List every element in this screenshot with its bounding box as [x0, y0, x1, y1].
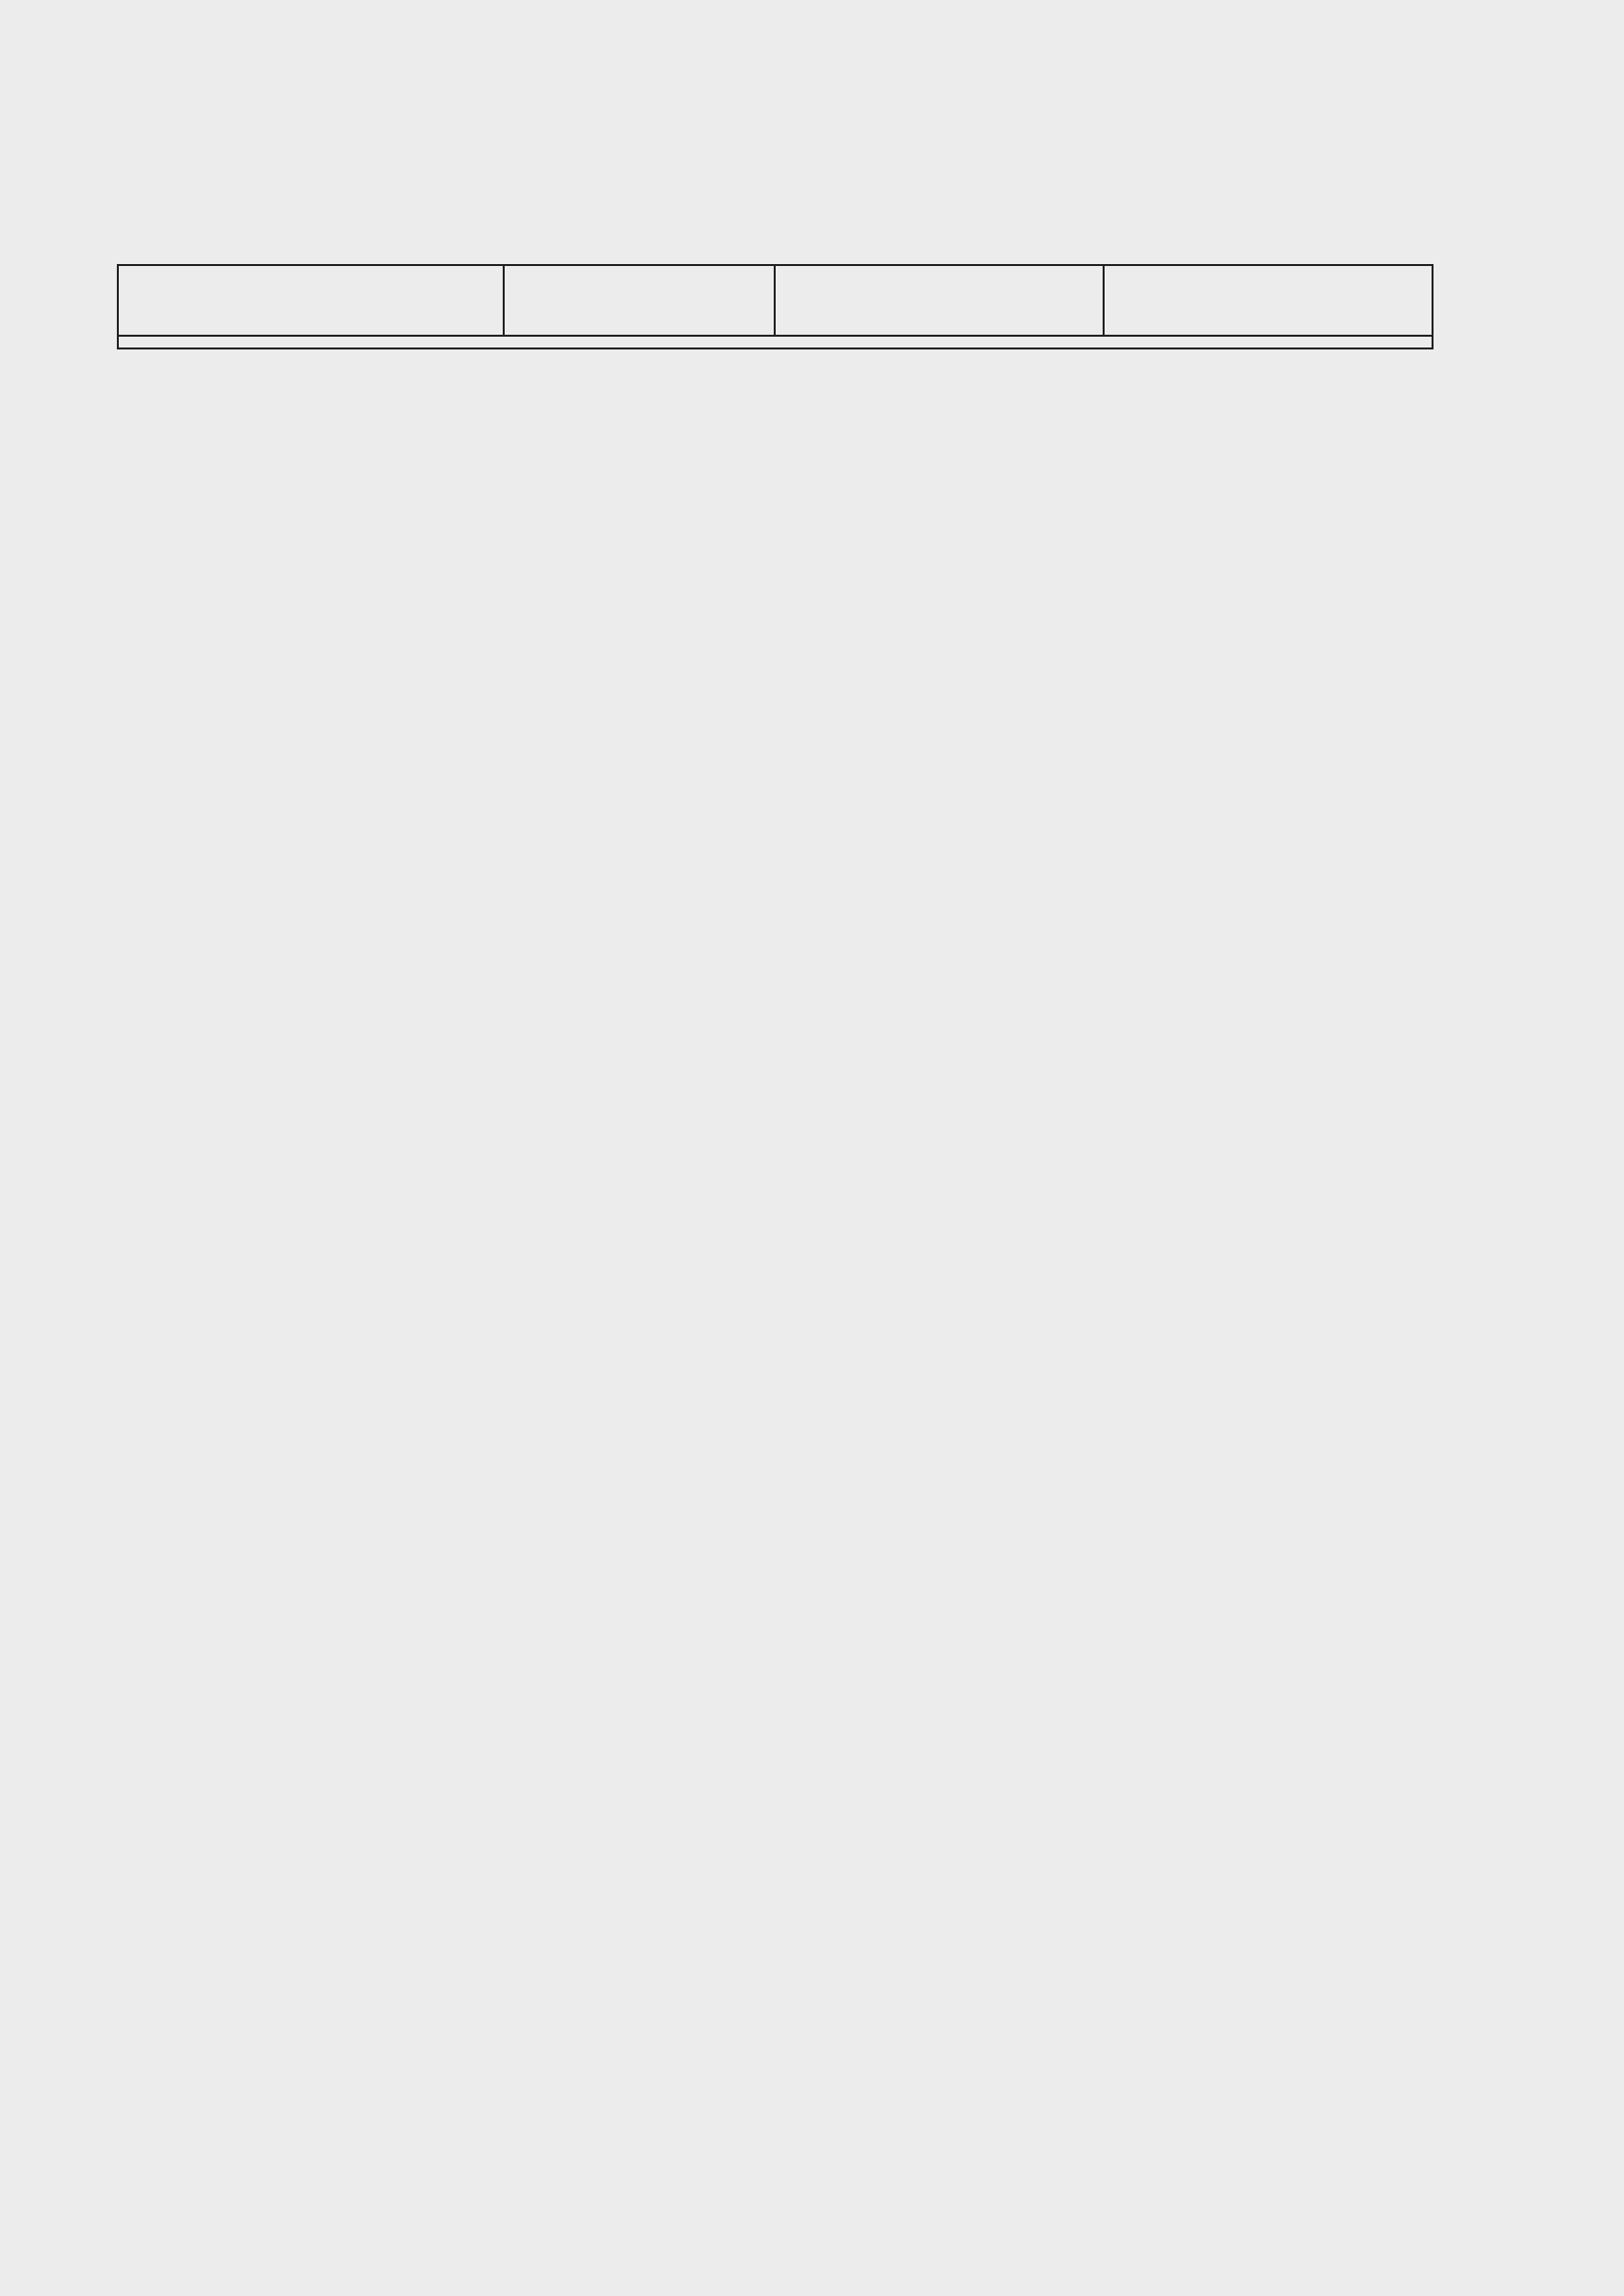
column-header-cycle	[118, 265, 504, 336]
table-header-row	[118, 265, 1433, 336]
column-header-min-passed	[775, 265, 1104, 336]
column-header-samples	[504, 265, 775, 336]
column-header-retest	[1104, 265, 1433, 336]
samples-table	[117, 264, 1434, 349]
section-body	[117, 1412, 1432, 1451]
table-footnotes	[118, 336, 1433, 348]
